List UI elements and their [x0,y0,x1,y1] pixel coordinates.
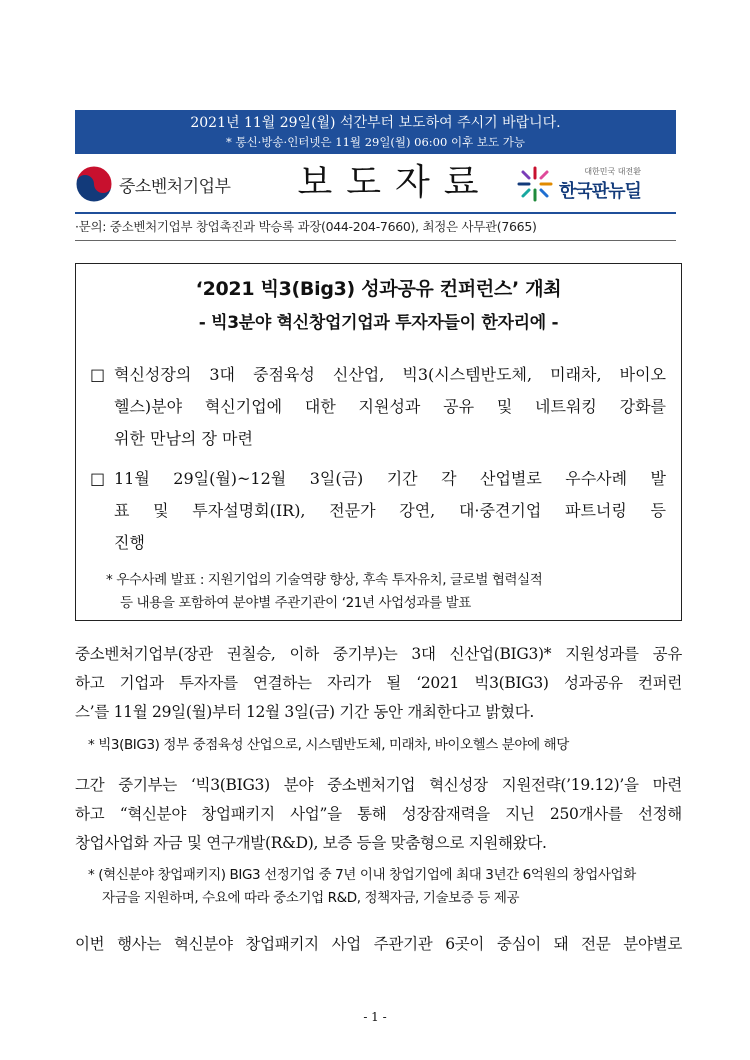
embargo-line1: 2021년 11월 29일(월) 석간부터 보도하여 주시기 바랍니다. [190,115,561,131]
body-paragraph-3 [75,930,682,959]
para1-line2: 하고 기업과 투자자를 연결하는 자리가 될 ‘2021 빅3(BIG3) 성과공유 컨퍼런 [75,674,682,692]
press-release-title: 보도자료 [297,162,493,203]
para2-line2: 하고 “혁신분야 창업패키지 사업”을 통해 성장잠재력을 지닌 250개사를 선정해 [75,805,682,823]
new-deal-slogan: 대한민국 대전환 [584,166,641,176]
summary-box [75,263,682,621]
ministry-logo [75,164,230,204]
bullet1-line1: 혁신성장의 3대 중점육성 신산업, 빅3(시스템반도체, 미래차, 바이오 [114,365,666,384]
headline: ‘2021 빅3(Big3) 성과공유 컨퍼런스’ 개최 [195,278,562,300]
para2-line1: 그간 중기부는 ‘빅3(BIG3) 분야 중소벤처기업 혁신성장 지원전략(’19.12)’을 마련 [75,776,682,794]
body-paragraph-1 [75,640,682,727]
header-divider [75,212,676,214]
embargo-line2: * 통신·방송·인터넷은 11월 29일(월) 06:00 이후 보도 가능 [226,135,525,149]
body-paragraph-2 [75,771,682,858]
bullet1-line2: 헬스)분야 혁신기업에 대한 지원성과 공유 및 네트워킹 강화를 [114,397,666,416]
page-number: - 1 - [363,1010,387,1024]
taegeuk-icon [75,165,113,203]
contact-divider [75,240,676,241]
contact-info: ·문의: 중소벤처기업부 창업촉진과 박승록 과장(044-204-7660), 최정은 사무관(7665) [75,219,537,234]
embargo-banner [75,110,676,154]
para1-line3: 스’를 11월 29일(월)부터 12월 3일(금) 기간 동안 개최한다고 밝혔다. [75,703,534,721]
summary-note-line2: 등 내용을 포함하여 분야별 주관기관이 ‘21년 사업성과를 발표 [120,595,471,611]
bullet-mark: □ [90,365,106,384]
bullet1-line3: 위한 만남의 장 마련 [114,429,253,448]
summary-note-line1: * 우수사례 발표 : 지원기업의 기술역량 향상, 후속 투자유치, 글로벌 협력실적 [106,572,543,588]
new-deal-logo [515,164,641,204]
para1-line1: 중소벤처기업부(장관 권칠승, 이하 중기부)는 3대 신산업(BIG3)* 지원성과를 공유 [75,645,682,663]
press-header [75,158,676,208]
new-deal-name: 한국판뉴딜 [559,180,641,202]
subheadline: - 빅3분야 혁신창업기업과 투자자들이 한자리에 - [198,313,559,333]
body-note-1: * 빅3(BIG3) 정부 중점육성 산업으로, 시스템반도체, 미래차, 바이오헬스 분야에 해당 [88,737,569,753]
spark-icon [515,166,555,202]
bullet2-line3: 진행 [114,533,145,552]
bullet2-line2: 표 및 투자설명회(IR), 전문가 강연, 대·중견기업 파트너링 등 [114,501,666,520]
para2-line3: 창업사업화 자금 및 연구개발(R&D), 보증 등을 맞춤형으로 지원해왔다. [75,834,547,852]
summary-bullet-1 [90,359,670,459]
bullet-mark: □ [90,469,106,488]
para3-line1: 이번 행사는 혁신분야 창업패키지 사업 주관기관 6곳이 중심이 돼 전문 분야별로 [75,935,682,953]
bullet2-line1: 11월 29일(월)~12월 3일(금) 기간 각 산업별로 우수사례 발 [114,469,666,488]
summary-bullet-2 [90,463,670,563]
body-note-2-line2: 자금을 지원하며, 수요에 따라 중소기업 R&D, 정책자금, 기술보증 등 제공 [102,890,520,906]
ministry-name: 중소벤처기업부 [119,176,231,197]
body-note-2-line1: * (혁신분야 창업패키지) BIG3 선정기업 중 7년 이내 창업기업에 최대 3년간 6억원의 창업사업화 [88,867,636,883]
